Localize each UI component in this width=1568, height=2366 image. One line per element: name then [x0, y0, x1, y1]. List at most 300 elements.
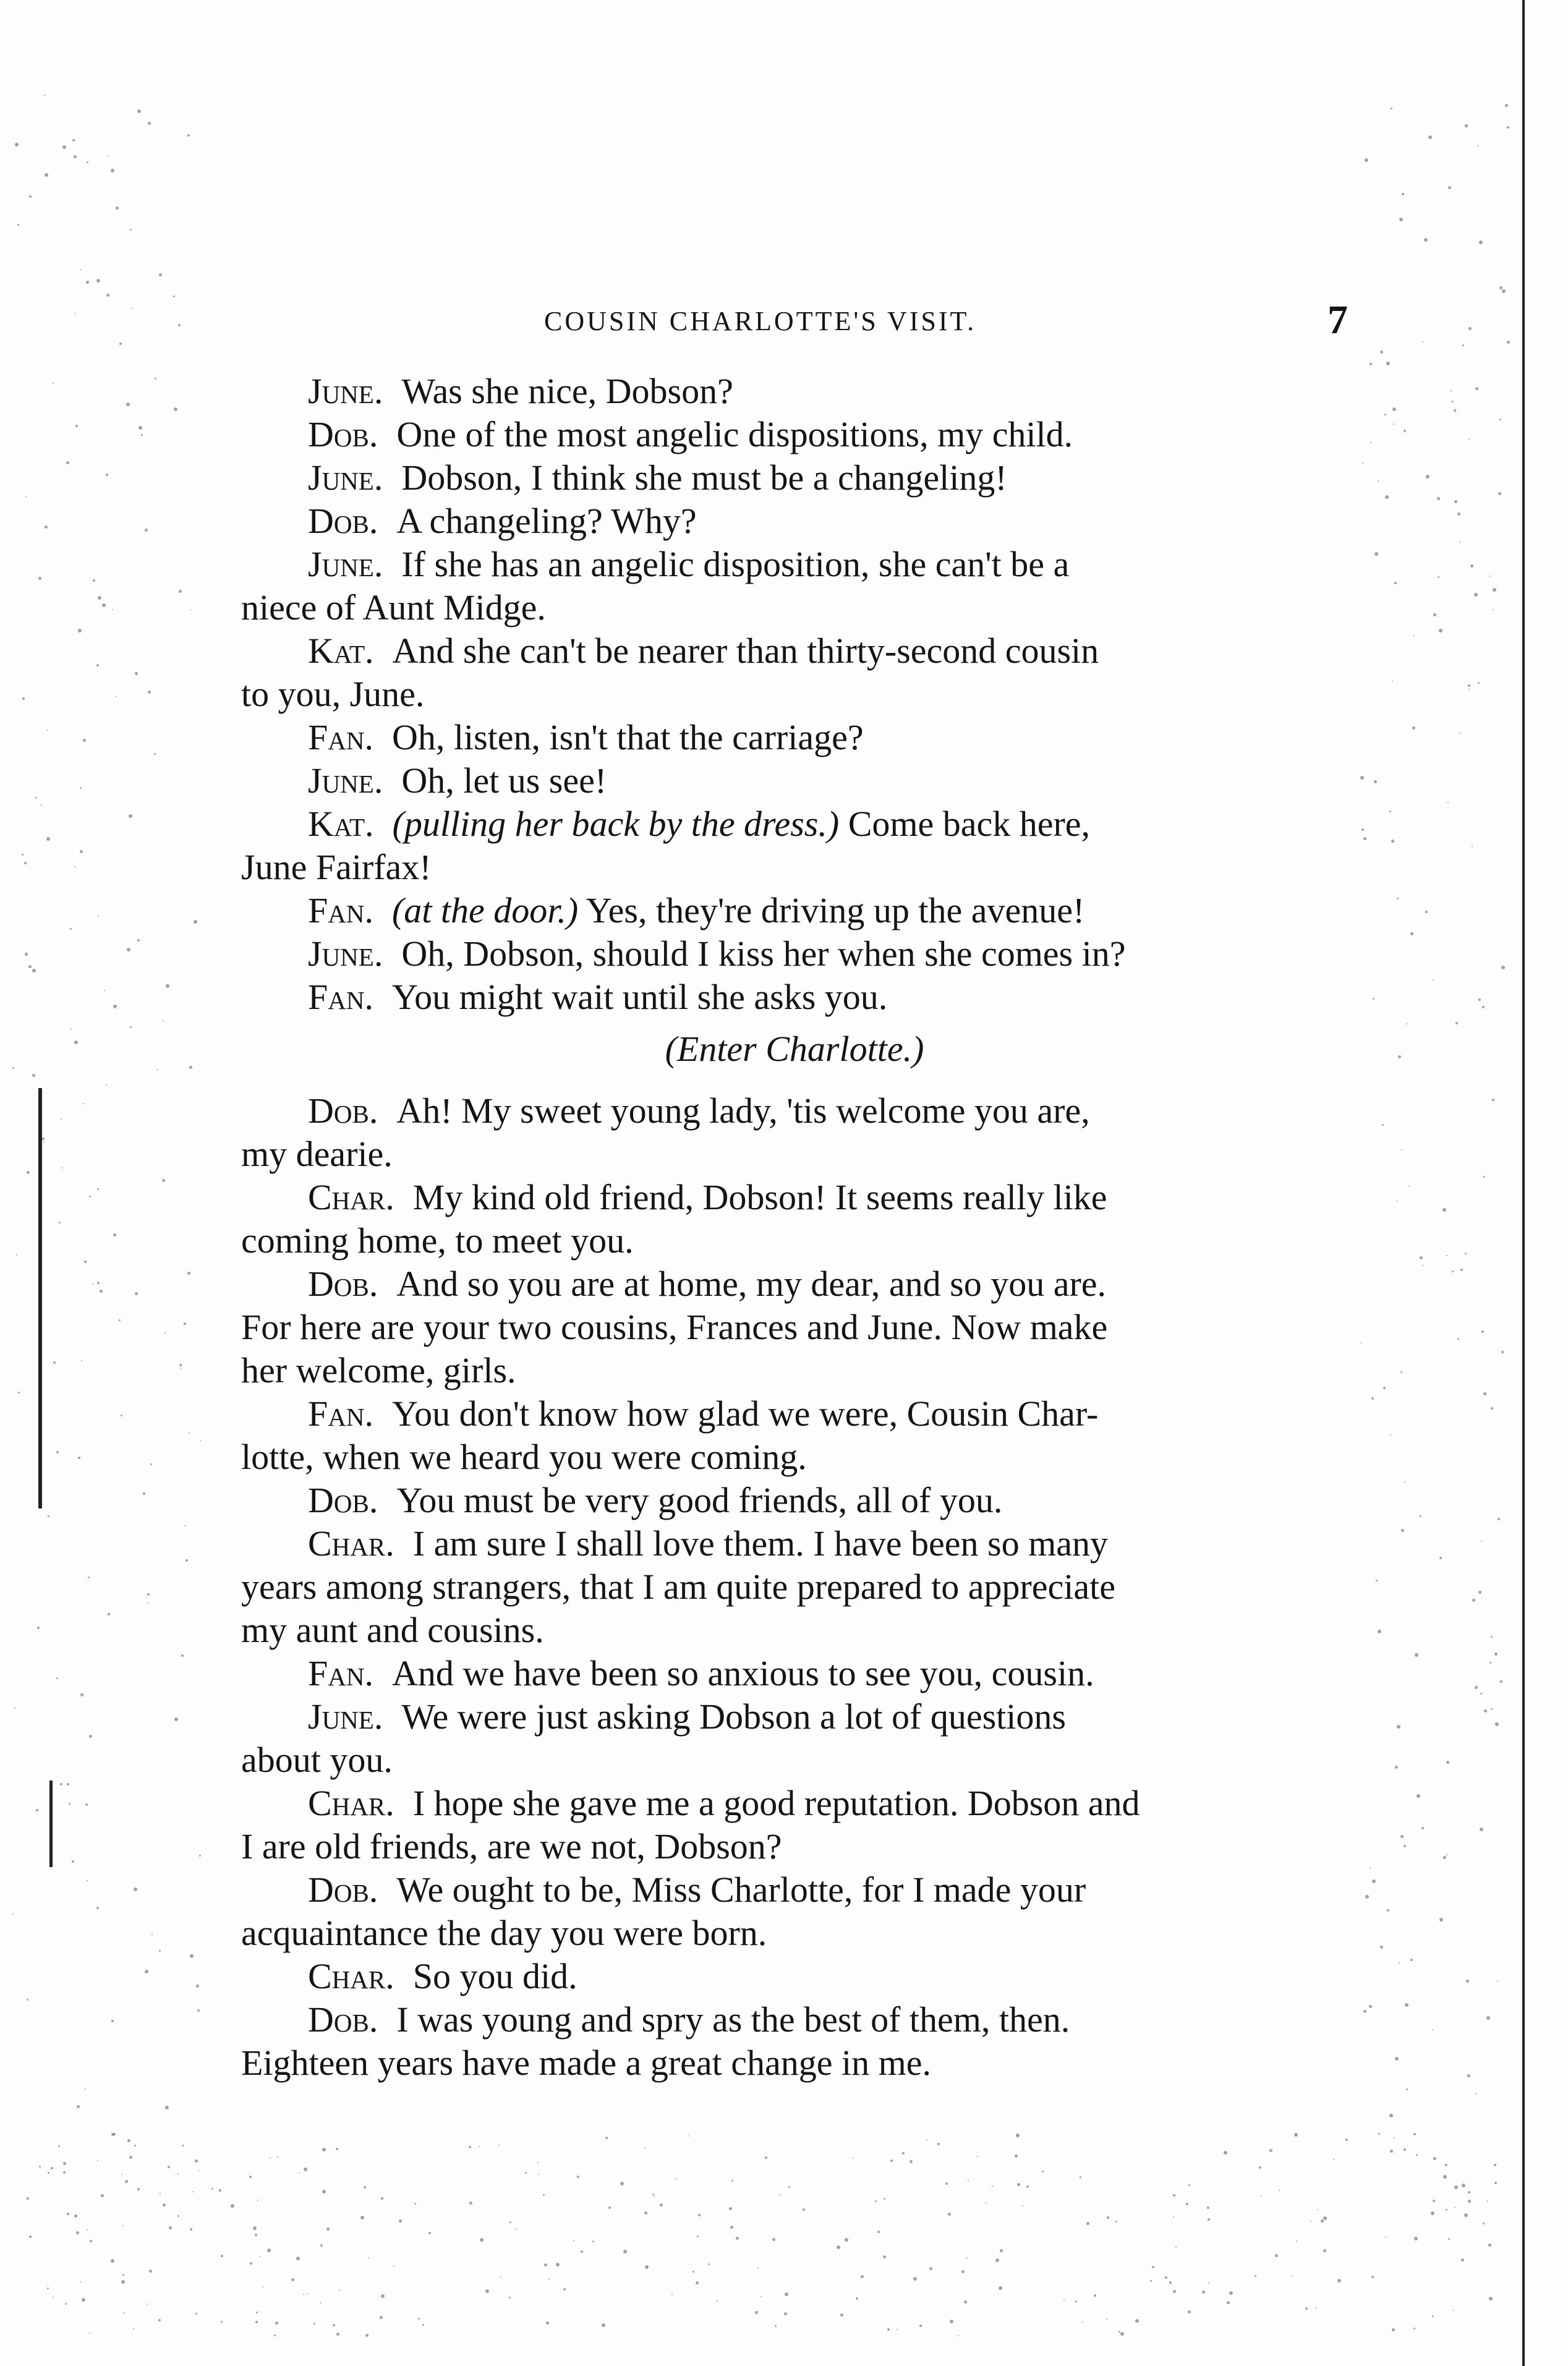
scan-speck — [1467, 2074, 1470, 2077]
scan-speck — [765, 2156, 767, 2159]
scan-speck — [1433, 613, 1436, 616]
scan-speck — [1260, 2195, 1261, 2197]
speech-line — [241, 629, 1348, 673]
scan-speck — [77, 2105, 80, 2108]
scan-speck — [479, 2146, 480, 2147]
scan-speck — [70, 928, 72, 930]
scan-speck — [1448, 186, 1451, 189]
scan-speck — [1408, 1185, 1410, 1186]
scan-speck — [1498, 1518, 1500, 1520]
scan-speck — [1481, 1541, 1482, 1542]
scan-speck — [652, 2194, 654, 2195]
running-head — [241, 297, 1348, 346]
speech-line — [241, 1479, 1348, 1522]
scan-speck — [53, 383, 54, 384]
scan-speck — [89, 1735, 92, 1738]
scan-speck — [76, 2231, 79, 2234]
scan-speck — [63, 2171, 66, 2174]
scan-speck — [250, 2262, 252, 2265]
scan-speck — [322, 2148, 326, 2151]
scan-speck — [755, 2311, 758, 2314]
scan-speck — [360, 2216, 364, 2219]
speaker-name: Char. — [308, 1523, 394, 1564]
scan-speck — [1433, 2200, 1435, 2202]
scan-speck — [1451, 390, 1452, 391]
scan-speck — [255, 2234, 257, 2236]
scan-speck — [381, 2197, 383, 2200]
scan-speck — [581, 2250, 583, 2253]
speech-text: Eighteen years have made a great change in me. — [241, 2043, 931, 2083]
scan-speck — [143, 1492, 145, 1495]
scan-speck — [1454, 2206, 1455, 2208]
scan-speck — [74, 155, 77, 158]
scan-speck — [736, 2237, 739, 2240]
speech-continuation-line — [241, 1306, 1348, 1349]
scan-speck — [1363, 837, 1366, 840]
scan-speck — [1165, 2276, 1167, 2279]
scan-speck — [1498, 492, 1501, 495]
scan-speck — [313, 2323, 315, 2325]
scan-speck — [48, 1515, 49, 1517]
scan-speck — [1499, 419, 1501, 420]
scan-speck — [36, 1809, 38, 1811]
scan-speck — [1208, 2283, 1209, 2284]
scan-speck — [159, 273, 162, 276]
scan-speck — [1016, 2134, 1020, 2137]
scan-speck — [602, 2323, 605, 2327]
scan-speck — [115, 696, 116, 697]
scan-speck — [1453, 2310, 1454, 2311]
scan-speck — [1438, 576, 1439, 578]
scan-speck — [1107, 2216, 1109, 2219]
scan-speck — [1369, 2005, 1372, 2008]
scan-speck — [999, 2286, 1002, 2290]
scan-speck — [1396, 1201, 1397, 1202]
scan-speck — [104, 990, 105, 991]
page-number: 7 — [1327, 297, 1348, 343]
scan-speck — [418, 2318, 420, 2320]
scan-speck — [320, 2302, 322, 2304]
speech-line — [241, 543, 1348, 586]
scan-speck — [179, 590, 182, 593]
scan-speck — [1495, 1722, 1499, 1726]
scan-speck — [1489, 2297, 1493, 2300]
scan-speck — [192, 2191, 194, 2192]
scan-speck — [187, 1272, 190, 1275]
scan-speck — [85, 1803, 88, 1806]
scan-speck — [72, 1860, 74, 1863]
scan-speck — [948, 2213, 951, 2216]
scan-speck — [43, 1141, 45, 1143]
scan-speck — [1404, 1481, 1405, 1483]
speech-line — [241, 1652, 1348, 1695]
scan-speck — [270, 2157, 271, 2158]
scan-speck — [1017, 2183, 1020, 2186]
scan-speck — [1460, 1269, 1463, 1271]
scan-speck — [1412, 726, 1415, 730]
scan-speck — [1433, 979, 1434, 981]
scan-speck — [775, 2325, 777, 2327]
scan-speck — [623, 2250, 627, 2253]
scan-speck — [1390, 1434, 1391, 1436]
scan-speck — [538, 2174, 539, 2175]
scan-speck — [731, 2180, 733, 2182]
scan-speck — [27, 2197, 29, 2200]
scan-speck — [1445, 2164, 1447, 2166]
scan-speck — [1380, 1946, 1383, 1949]
scan-speck — [961, 2270, 965, 2273]
scan-speck — [1443, 1856, 1446, 1859]
scan-speck — [1439, 1918, 1443, 1921]
scan-speck — [1417, 1794, 1420, 1798]
scan-speck — [1296, 2240, 1297, 2242]
scan-speck — [89, 2333, 90, 2334]
scan-speck — [147, 1593, 150, 1596]
speech-text: about you. — [241, 1740, 393, 1780]
speech-text: I hope she gave me a good reputation. Dobson and — [412, 1783, 1140, 1823]
speech-line — [241, 1868, 1348, 1912]
scan-speck — [1401, 1529, 1404, 1532]
scan-speck — [98, 915, 99, 916]
scan-speck — [1478, 1591, 1481, 1594]
page-edge-rule — [1522, 0, 1525, 2366]
speech-text: I was young and spry as the best of them, then. — [396, 1999, 1070, 2040]
scan-speck — [184, 1322, 186, 1325]
scan-speck — [509, 2297, 511, 2299]
scan-speck — [1489, 576, 1491, 577]
speech-text: June Fairfax! — [241, 847, 432, 887]
scan-speck — [1337, 2279, 1341, 2283]
speech-text: We were just asking Dobson a lot of questions — [401, 1696, 1066, 1737]
scan-speck — [544, 2263, 547, 2266]
scan-speck — [326, 2228, 330, 2231]
scan-speck — [1207, 2206, 1209, 2209]
speech-line — [241, 889, 1348, 932]
speech-text: niece of Aunt Midge. — [241, 587, 546, 628]
scan-speck — [620, 2182, 624, 2185]
speech-line — [241, 370, 1348, 413]
scan-speck — [1392, 407, 1396, 411]
speaker-name: Char. — [308, 1783, 394, 1823]
speech-continuation-line — [241, 1133, 1348, 1176]
scan-speck — [1392, 2328, 1395, 2331]
speech-text: For here are your two cousins, Frances and June. Now make — [241, 1307, 1108, 1347]
scan-speck — [1392, 681, 1393, 682]
scan-speck — [1452, 401, 1454, 402]
scan-speck — [1420, 1256, 1423, 1259]
scan-speck — [1457, 513, 1460, 516]
speech-line — [241, 932, 1348, 976]
scan-speck — [1432, 2029, 1433, 2030]
scan-speck — [200, 1440, 201, 1441]
scan-speck — [422, 2324, 424, 2326]
scan-speck — [256, 2312, 258, 2313]
scan-speck — [173, 296, 175, 297]
speaker-name: Fan. — [308, 717, 373, 757]
scan-speck — [1482, 1006, 1485, 1008]
scan-speck — [1406, 1023, 1407, 1024]
scan-speck — [1305, 2307, 1308, 2310]
scan-speck — [1507, 341, 1510, 344]
scan-speck — [592, 2240, 594, 2242]
scan-speck — [498, 2145, 500, 2146]
scan-speck — [18, 1392, 20, 1394]
scan-speck — [1464, 2213, 1468, 2217]
scan-speck — [1488, 2244, 1491, 2247]
scan-speck — [1380, 351, 1383, 354]
scan-speck — [1391, 840, 1394, 843]
scan-speck — [98, 596, 101, 600]
speech-line — [241, 1392, 1348, 1436]
scan-speck — [74, 866, 75, 867]
scan-speck — [93, 579, 95, 582]
scan-speck — [159, 1950, 161, 1952]
scan-speck — [1494, 2164, 1496, 2166]
scan-speck — [1042, 2171, 1044, 2172]
scan-speck — [160, 2193, 161, 2194]
speech-text: Ah! My sweet young lady, 'tis welcome you are, — [396, 1091, 1090, 1131]
scan-speck — [141, 434, 143, 436]
scan-speck — [485, 2289, 489, 2293]
scan-speck — [365, 2334, 369, 2337]
scan-speck — [937, 2143, 940, 2145]
scan-speck — [100, 1290, 103, 1293]
speech-text: years among strangers, that I am quite prepared to appreciate — [241, 1567, 1115, 1607]
scan-speck — [69, 1803, 70, 1805]
scan-speck — [1173, 2194, 1175, 2197]
scan-speck — [1424, 238, 1428, 242]
scan-speck — [543, 2194, 545, 2196]
scan-speck — [525, 2172, 527, 2174]
scan-speck — [255, 2321, 258, 2323]
scan-speck — [717, 2300, 718, 2302]
scan-speck — [1372, 1879, 1376, 1883]
scan-speck — [150, 1463, 152, 1465]
scan-speck — [29, 195, 32, 198]
scan-speck — [134, 2145, 136, 2147]
speech-text: Dobson, I think she must be a changeling! — [401, 457, 1007, 498]
scan-speck — [660, 2203, 663, 2206]
scan-speck — [96, 279, 100, 283]
scan-speck — [262, 2286, 263, 2287]
scan-speck — [1202, 2291, 1205, 2294]
scan-speck — [919, 2325, 922, 2327]
scan-speck — [696, 2281, 699, 2284]
scan-speck — [151, 1934, 153, 1935]
scan-speck — [189, 1432, 190, 1434]
scan-speck — [380, 2316, 383, 2319]
scan-speck — [1397, 898, 1399, 900]
scan-speck — [267, 2249, 271, 2252]
scan-speck — [111, 2020, 114, 2022]
scan-speck — [106, 294, 109, 297]
scan-speck — [1462, 344, 1464, 346]
scan-speck — [1115, 2221, 1117, 2223]
speaker-name: June. — [308, 934, 383, 974]
scan-speck — [1385, 2236, 1386, 2237]
speech-continuation-line — [241, 1738, 1348, 1782]
scan-speck — [61, 1118, 62, 1120]
scan-speck — [1420, 1515, 1421, 1517]
scan-speck — [1387, 1909, 1389, 1912]
scan-speck — [60, 1783, 62, 1785]
scan-speck — [671, 2294, 673, 2295]
scan-speck — [986, 2202, 987, 2203]
scan-speck — [950, 2320, 953, 2323]
speech-line — [241, 802, 1348, 846]
speech-text: You might wait until she asks you. — [391, 977, 888, 1017]
scan-speck — [1474, 593, 1478, 597]
scan-speck — [38, 577, 41, 580]
scan-speck — [897, 2329, 898, 2330]
scan-speck — [1224, 2151, 1227, 2155]
scan-speck — [194, 920, 197, 924]
scan-speck — [1446, 1761, 1449, 1764]
scan-speck — [157, 1069, 158, 1070]
scan-speck — [772, 2238, 775, 2241]
scan-speck — [1432, 2315, 1434, 2317]
scan-speck — [1454, 409, 1456, 412]
scan-speck — [1080, 2176, 1081, 2178]
scan-speck — [1362, 462, 1363, 464]
scan-speck — [1374, 780, 1377, 783]
scan-speck — [137, 109, 141, 113]
scan-speck — [75, 425, 78, 427]
scan-speck — [1370, 442, 1371, 443]
scan-speck — [1421, 1827, 1424, 1829]
speaker-name: June. — [308, 544, 383, 584]
scan-speck — [1483, 1392, 1486, 1395]
scan-speck — [1169, 2281, 1172, 2284]
speaker-name: June. — [308, 371, 383, 411]
speech-text: And she can't be nearer than thirty-second cousin — [392, 631, 1099, 671]
scan-speck — [1478, 682, 1480, 684]
scan-speck — [187, 134, 190, 137]
scan-speck — [119, 1319, 121, 1321]
scan-speck — [1499, 286, 1502, 289]
scan-speck — [877, 2231, 880, 2233]
scan-speck — [926, 2140, 927, 2141]
scan-speck — [605, 2137, 608, 2139]
scan-speck — [1152, 2266, 1154, 2268]
scan-speck — [1120, 2332, 1124, 2336]
speaker-name: Char. — [308, 1956, 394, 1996]
scan-speck — [116, 206, 119, 210]
scan-speck — [53, 2297, 54, 2298]
scan-speck — [1494, 1653, 1498, 1656]
scan-speck — [1454, 500, 1457, 503]
scan-speck — [1422, 1265, 1423, 1266]
scan-speck — [1461, 2258, 1464, 2262]
scan-speck — [85, 2088, 86, 2090]
scan-speck — [1173, 2290, 1176, 2293]
scan-speck — [548, 2279, 550, 2280]
speech-continuation-line — [241, 586, 1348, 629]
scan-speck — [1500, 1680, 1502, 1683]
scan-speck — [1229, 2291, 1233, 2295]
scan-speck — [66, 461, 69, 464]
scan-speck — [87, 1880, 88, 1881]
scan-speck — [158, 2319, 161, 2321]
scan-speck — [63, 2162, 66, 2165]
scan-speck — [1501, 966, 1505, 969]
speech-continuation-line — [241, 1349, 1348, 1392]
scan-speck — [87, 161, 88, 163]
scan-speck — [577, 2176, 579, 2178]
scan-speck — [339, 2289, 340, 2291]
scan-speck — [127, 2139, 130, 2142]
scan-speck — [1404, 1845, 1406, 1847]
scan-speck — [45, 173, 48, 177]
scan-speck — [368, 2257, 369, 2258]
scan-speck — [1000, 2249, 1003, 2252]
scan-speck — [56, 1677, 58, 1679]
scan-speck — [1414, 2237, 1418, 2240]
scan-speck — [1489, 1662, 1491, 1664]
scan-speck — [1481, 1330, 1484, 1333]
scan-speck — [165, 2106, 169, 2109]
scan-speck — [97, 2160, 98, 2161]
speech-text: One of the most angelic dispositions, my child. — [396, 414, 1073, 454]
scan-speck — [1460, 733, 1461, 734]
scan-speck — [1413, 2328, 1415, 2330]
speaker-name: Char. — [308, 1177, 394, 1217]
scan-speck — [1475, 2093, 1476, 2095]
scan-speck — [500, 2276, 501, 2278]
scan-speck — [556, 2263, 560, 2266]
scan-speck — [1426, 475, 1430, 479]
scan-speck — [155, 378, 156, 380]
scan-speck — [1502, 289, 1506, 293]
scan-speck — [1365, 1895, 1369, 1899]
scan-speck — [1468, 2200, 1471, 2203]
scan-speck — [1385, 495, 1389, 499]
scan-speck — [1483, 2223, 1485, 2224]
speech-line — [241, 456, 1348, 500]
scan-speck — [181, 1368, 182, 1369]
scan-speck — [1321, 2219, 1324, 2223]
scan-speck — [1431, 2211, 1434, 2215]
speaker-name: Fan. — [308, 1394, 373, 1434]
scan-speck — [148, 691, 151, 694]
scan-speck — [1371, 2276, 1374, 2278]
scan-speck — [184, 1525, 185, 1526]
scan-speck — [1389, 811, 1391, 812]
scan-speck — [1478, 998, 1481, 1001]
scan-speck — [1439, 629, 1442, 632]
scan-speck — [1188, 2310, 1191, 2313]
scan-speck — [1345, 2138, 1348, 2141]
scan-speck — [1082, 2321, 1083, 2323]
scan-speck — [148, 1602, 149, 1604]
margin-scan-mark — [49, 1781, 53, 1867]
scan-speck — [37, 1627, 40, 1629]
scan-speck — [65, 2303, 67, 2305]
scan-speck — [107, 156, 108, 157]
scan-speck — [537, 2162, 539, 2163]
scan-speck — [169, 2226, 172, 2229]
speech-text: to you, June. — [241, 674, 425, 714]
scan-speck — [1363, 2010, 1366, 2013]
speaker-name: Dob. — [308, 501, 378, 541]
scan-speck — [1402, 193, 1404, 195]
scan-speck — [1382, 1124, 1384, 1126]
scan-speck — [1384, 414, 1386, 415]
scan-speck — [1086, 2222, 1089, 2225]
scan-speck — [121, 2174, 122, 2175]
scan-speck — [1333, 2159, 1334, 2160]
scan-speck — [1294, 2133, 1298, 2137]
